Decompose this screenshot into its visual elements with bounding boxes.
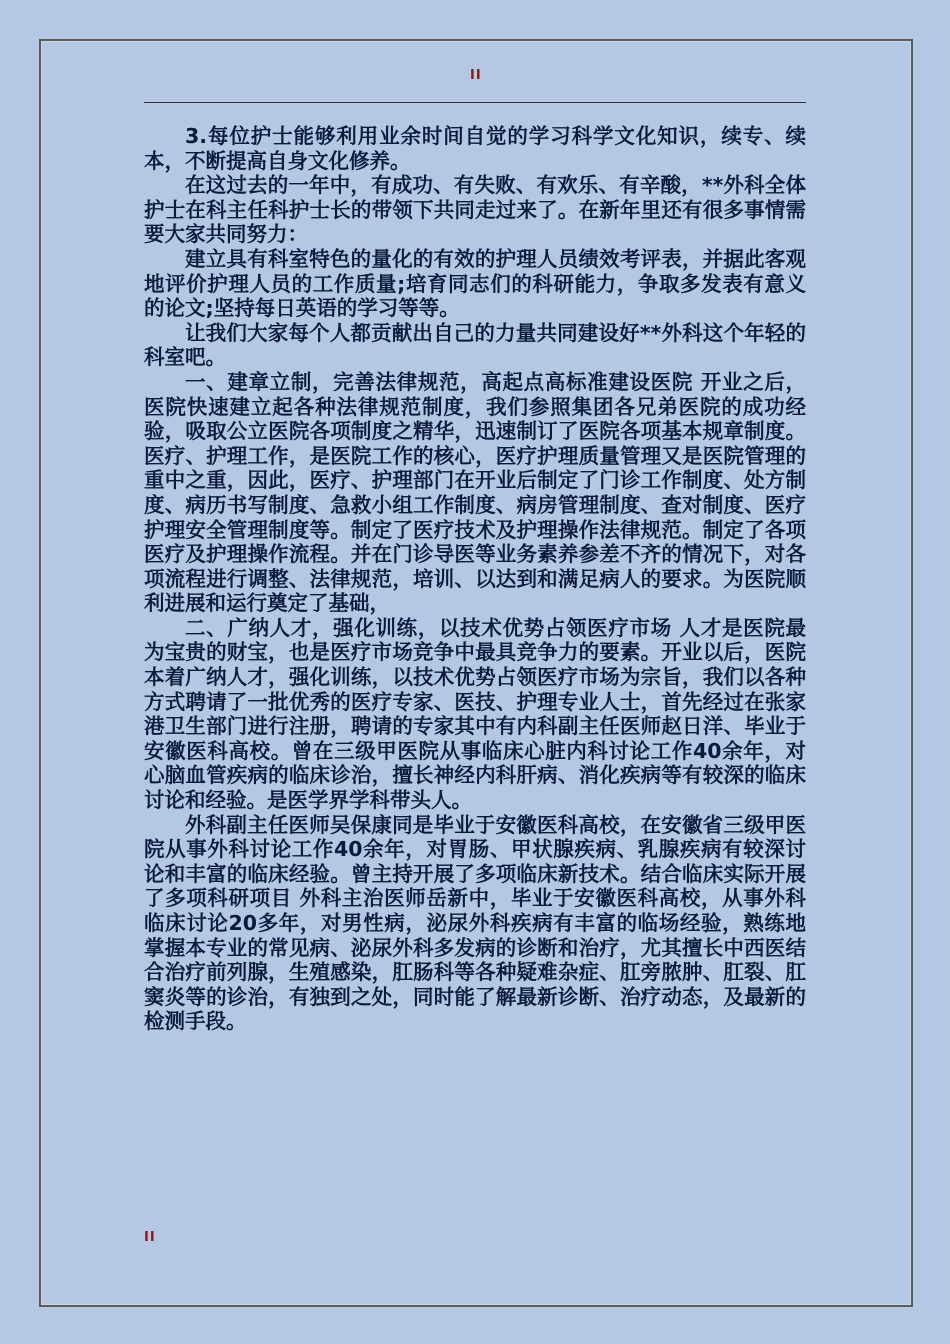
paragraph-surgeons: 外科副主任医师吴保康同是毕业于安徽医科高校，在安徽省三级甲医院从事外科讨论工作40余年，对胃肠、甲状腺疾病、乳腺疾病有较深讨论和丰富的临床经验。曾主持开展了多项临床新技术。结合临床实际开展了多项科研项目 外科主治医师岳新中，毕业于安徽医科高校，从事外科临床讨论20多年，对男性病，泌尿外科疾病有丰富的临场经验，熟练地掌握本专业的常见病、泌尿外科多发病的诊断和治疗，尤其擅长中西医结合治疗前列腺，生殖感染，肛肠科等各种疑难杂症、肛旁脓肿、肛裂、肛窦炎等的诊治，有独到之处，同时能了解最新诊断、治疗动态，及最新的检测手段。 bbox=[144, 812, 806, 1034]
header-page-mark: II bbox=[470, 68, 482, 83]
header-divider bbox=[144, 102, 806, 103]
paragraph-self-study: 3.每位护士能够利用业余时间自觉的学习科学文化知识，续专、续本，不断提高自身文化修养。 bbox=[144, 124, 806, 173]
footer-page-mark: II bbox=[144, 1230, 156, 1245]
paragraph-year-review: 在这过去的一年中，有成功、有失败、有欢乐、有辛酸，**外科全体护士在科主任科护士长的带领下共同走过来了。在新年里还有很多事情需要大家共同努力： bbox=[144, 173, 806, 247]
document-body bbox=[144, 124, 806, 1034]
paragraph-section-two: 二、广纳人才，强化训练，以技术优势占领医疗市场 人才是医院最为宝贵的财宝，也是医疗市场竞争中最具竞争力的要素。开业以后，医院本着广纳人才，强化训练，以技术优势占领医疗市场为宗旨，我们以各种方式聘请了一批优秀的医疗专家、医技、护理专业人士，首先经过在张家港卫生部门进行注册，聘请的专家其中有内科副主任医师赵日洋、毕业于安徽医科高校。曾在三级甲医院从事临床心脏内科讨论工作40余年，对心脑血管疾病的临床诊治，擅长神经内科肝病、消化疾病等有较深的临床讨论和经验。是医学界学科带头人。 bbox=[144, 615, 806, 813]
paragraph-closing: 让我们大家每个人都贡献出自己的力量共同建设好**外科这个年轻的科室吧。 bbox=[144, 320, 806, 370]
paragraph-goals: 建立具有科室特色的量化的有效的护理人员绩效考评表，并据此客观地评价护理人员的工作质量;培育同志们的科研能力，争取多发表有意义的论文;坚持每日英语的学习等等。 bbox=[144, 246, 806, 321]
paragraph-section-one: 一、建章立制，完善法律规范，高起点高标准建设医院 开业之后，医院快速建立起各种法律规范制度，我们参照集团各兄弟医院的成功经验，吸取公立医院各项制度之精华，迅速制订了医院各项基本规章制度。医疗、护理工作，是医院工作的核心，医疗护理质量管理又是医院管理的重中之重，因此，医疗、护理部门在开业后制定了门诊工作制度、处方制度、病历书写制度、急救小组工作制度、病房管理制度、查对制度、医疗护理安全管理制度等。制定了医疗技术及护理操作法律规范。制定了各项医疗及护理操作流程。并在门诊导医等业务素养参差不齐的情况下，对各项流程进行调整、法律规范，培训、以达到和满足病人的要求。为医院顺利进展和运行奠定了基础， bbox=[144, 369, 806, 616]
